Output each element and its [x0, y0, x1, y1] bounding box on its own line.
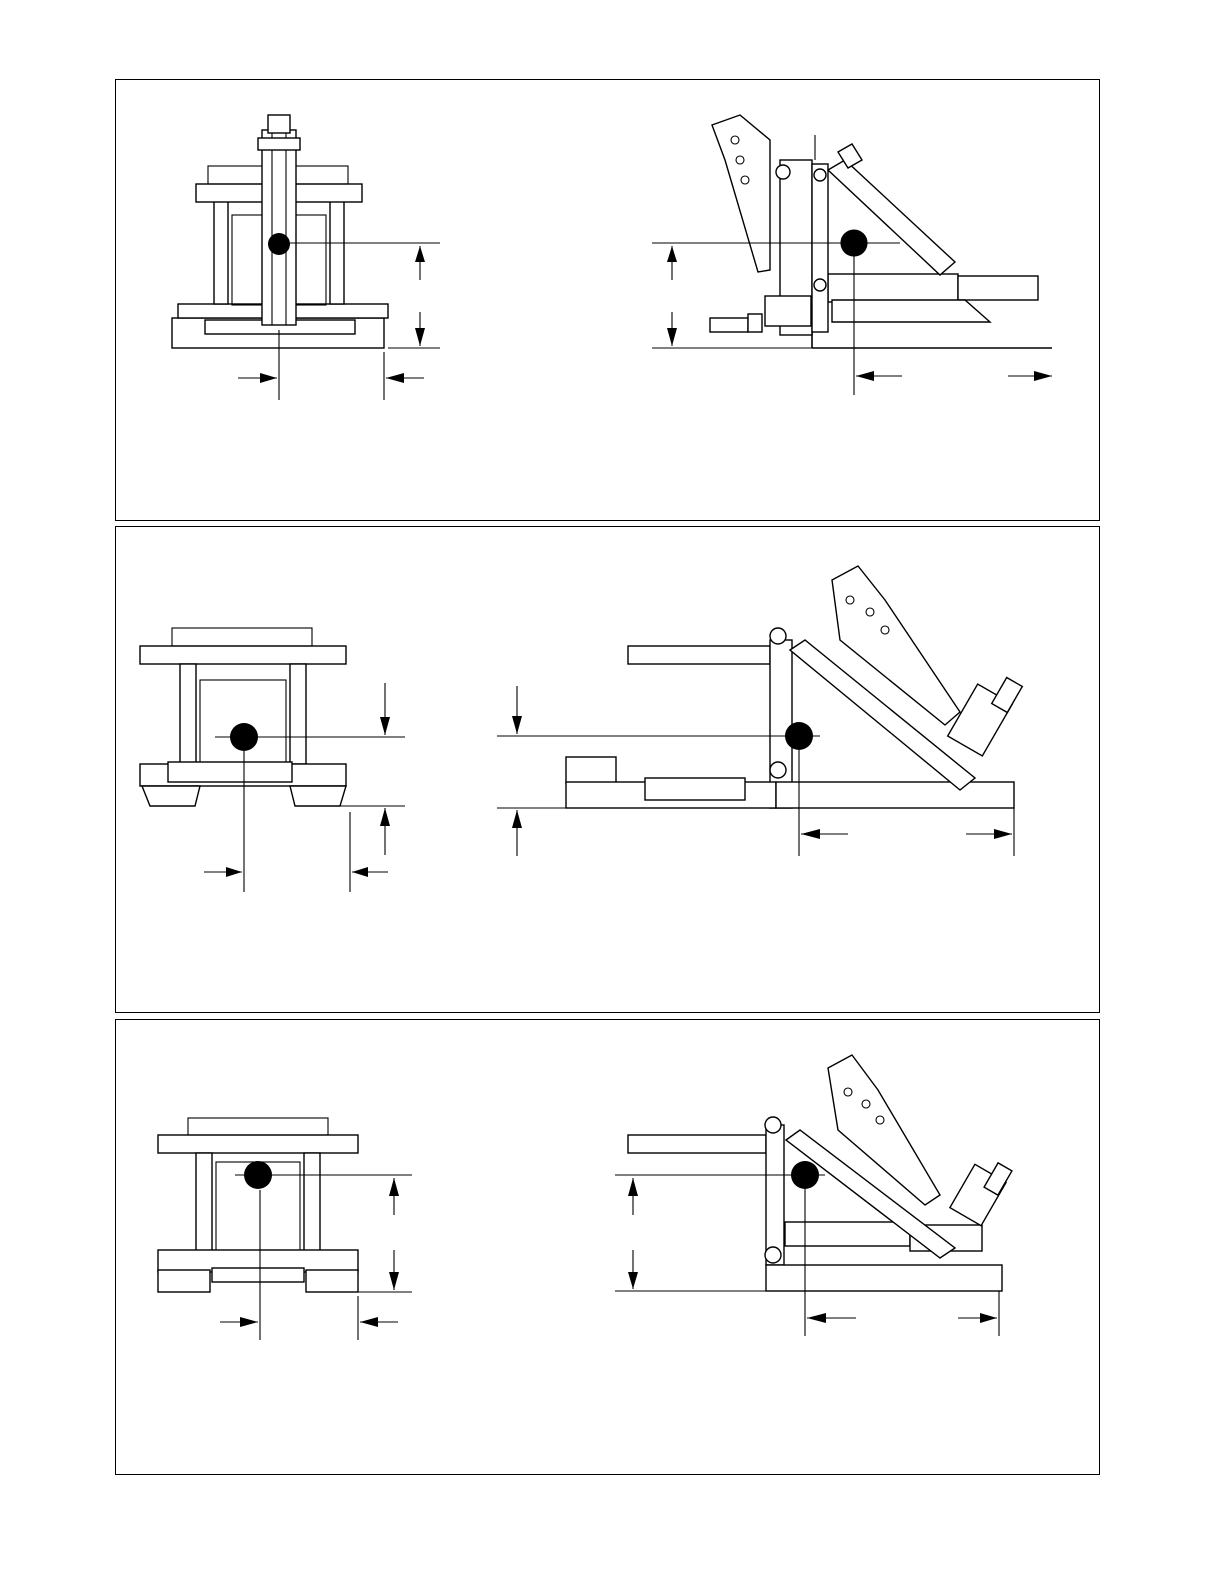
panel-2-side-view: [497, 566, 1022, 856]
panel-3-front-view: [158, 1118, 412, 1340]
panel-2-front-view: [140, 628, 405, 892]
panel-3-side-view: [615, 1055, 1012, 1336]
panel-1-side-view: [652, 115, 1052, 395]
center-of-gravity-icon: [268, 233, 290, 255]
panel-1-front-view: [172, 115, 440, 400]
